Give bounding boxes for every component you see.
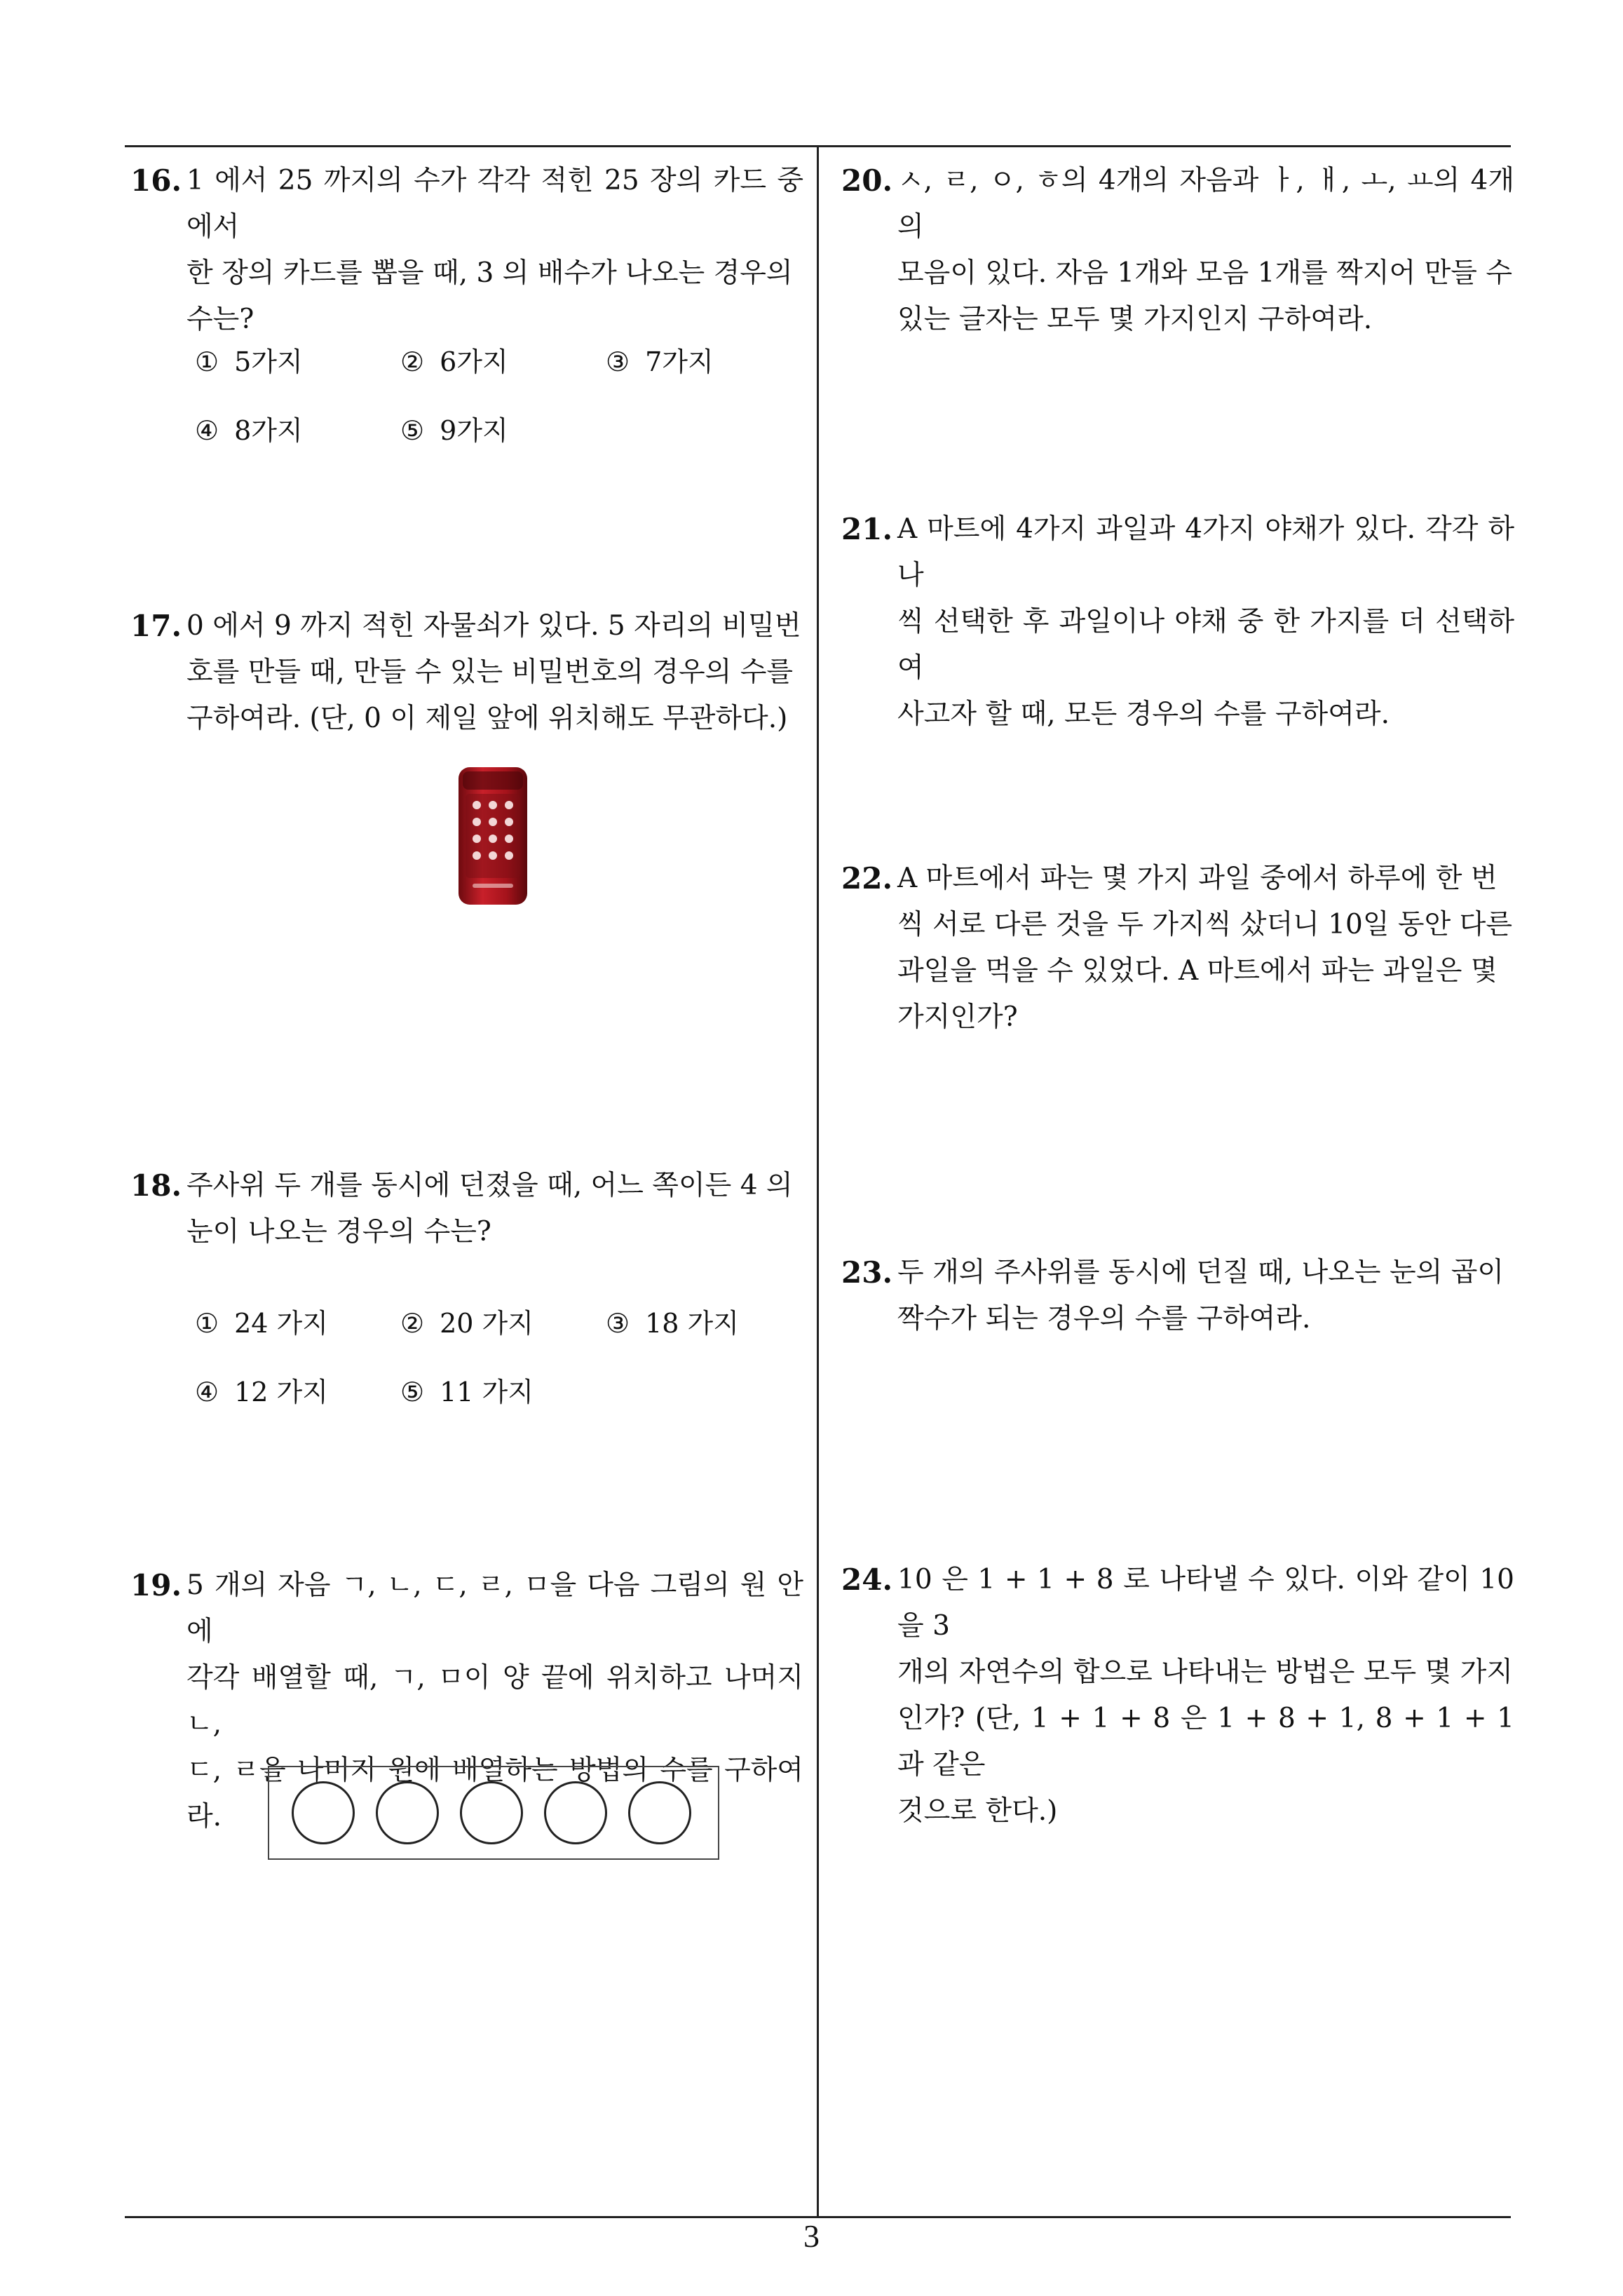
question-text-line: 10 은 1 + 1 + 8 로 나타낼 수 있다. 이와 같이 10 을 3	[897, 1564, 1514, 1642]
question-number: 23.	[841, 1255, 893, 1290]
circle-slot	[376, 1781, 439, 1844]
question-16	[130, 158, 803, 343]
question-text-line: 것으로 한다.)	[897, 1795, 1058, 1827]
circle-slot	[460, 1781, 523, 1844]
question-20	[841, 158, 1514, 343]
question-text-line: 각각 배열할 때, ㄱ, ㅁ이 양 끝에 위치하고 나머지 ㄴ,	[186, 1662, 803, 1740]
question-text-line: 주사위 두 개를 동시에 던졌을 때, 어느 쪽이든 4 의	[186, 1170, 793, 1201]
question-24	[841, 1557, 1514, 1835]
question-text-line: 눈이 나오는 경우의 수는?	[186, 1216, 491, 1248]
question-text-line: 호를 만들 때, 만들 수 있는 비밀번호의 경우의 수를	[186, 656, 794, 688]
question-text-line: 5 개의 자음 ㄱ, ㄴ, ㄷ, ㄹ, ㅁ을 다음 그림의 원 안에	[186, 1569, 803, 1647]
question-23	[841, 1250, 1514, 1342]
choice-5[interactable]: ⑤ 9가지	[400, 415, 508, 446]
choice-1[interactable]: ① 24 가지	[195, 1308, 328, 1339]
question-text-line: 가지인가?	[897, 1001, 1018, 1033]
question-number: 24.	[841, 1562, 893, 1597]
page-number: 3	[803, 2218, 820, 2254]
question-17	[130, 603, 803, 742]
circle-slot	[628, 1781, 691, 1844]
question-number: 20.	[841, 163, 893, 198]
question-text-line: 개의 자연수의 합으로 나타내는 방법은 모두 몇 가지	[897, 1656, 1513, 1688]
question-number: 22.	[841, 861, 893, 896]
choice-5[interactable]: ⑤ 11 가지	[400, 1377, 534, 1407]
question-text-line: ㄷ, ㄹ을 나머지 원에 배열하는 방법의 수를 구하여라.	[186, 1755, 803, 1832]
circle-slot	[292, 1781, 355, 1844]
question-text-line: 씩 선택한 후 과일이나 야채 중 한 가지를 더 선택하여	[897, 606, 1514, 684]
question-number: 16.	[130, 163, 182, 198]
digital-door-lock-icon	[456, 766, 530, 906]
choice-3[interactable]: ③ 7가지	[606, 346, 714, 377]
question-text-line: 구하여라. (단, 0 이 제일 앞에 위치해도 무관하다.)	[186, 703, 788, 734]
question-text-line: ㅅ, ㄹ, ㅇ, ㅎ의 4개의 자음과 ㅏ, ㅐ, ㅗ, ㅛ의 4개의	[897, 165, 1514, 243]
question-21	[841, 506, 1514, 738]
question-text-line: 한 장의 카드를 뽑을 때, 3 의 배수가 나오는 경우의	[186, 257, 793, 289]
question-text-line: 수는?	[186, 304, 254, 335]
question-number: 17.	[130, 609, 182, 643]
question-text-line: 1 에서 25 까지의 수가 각각 적힌 25 장의 카드 중에서	[186, 165, 803, 243]
choices-18	[195, 1302, 791, 1407]
choice-1[interactable]: ① 5가지	[195, 346, 303, 377]
door-lock-image	[456, 766, 530, 906]
choices-16	[195, 340, 791, 445]
choice-2[interactable]: ② 6가지	[400, 346, 508, 377]
column-divider	[817, 145, 819, 2218]
question-text-line: 과일을 먹을 수 있었다. A 마트에서 파는 과일은 몇	[897, 955, 1498, 987]
question-text-line: 인가? (단, 1 + 1 + 8 은 1 + 8 + 1, 8 + 1 + 1 과 같은	[897, 1703, 1514, 1781]
question-text-line: 0 에서 9 까지 적힌 자물쇠가 있다. 5 자리의 비밀번	[186, 610, 801, 642]
choice-2[interactable]: ② 20 가지	[400, 1308, 534, 1339]
five-circles-figure	[268, 1766, 719, 1860]
question-number: 21.	[841, 512, 893, 546]
question-22	[841, 856, 1514, 1041]
question-text-line: A 마트에서 파는 몇 가지 과일 중에서 하루에 한 번	[897, 863, 1498, 894]
question-18	[130, 1163, 803, 1255]
question-text-line: 두 개의 주사위를 동시에 던질 때, 나오는 눈의 곱이	[897, 1257, 1505, 1288]
question-text-line: 씩 서로 다른 것을 두 가지씩 샀더니 10일 동안 다른	[897, 909, 1513, 940]
question-text-line: 있는 글자는 모두 몇 가지인지 구하여라.	[897, 304, 1373, 335]
question-text-line: 사고자 할 때, 모든 경우의 수를 구하여라.	[897, 698, 1390, 730]
question-text-line: 짝수가 되는 경우의 수를 구하여라.	[897, 1303, 1311, 1335]
choice-4[interactable]: ④ 12 가지	[195, 1377, 328, 1407]
question-text-line: 모음이 있다. 자음 1개와 모음 1개를 짝지어 만들 수	[897, 257, 1513, 289]
question-number: 19.	[130, 1568, 182, 1602]
question-text-line: A 마트에 4가지 과일과 4가지 야채가 있다. 각각 하나	[897, 513, 1514, 591]
choice-3[interactable]: ③ 18 가지	[606, 1308, 739, 1339]
choice-4[interactable]: ④ 8가지	[195, 415, 303, 446]
circle-slot	[544, 1781, 607, 1844]
question-number: 18.	[130, 1168, 182, 1203]
